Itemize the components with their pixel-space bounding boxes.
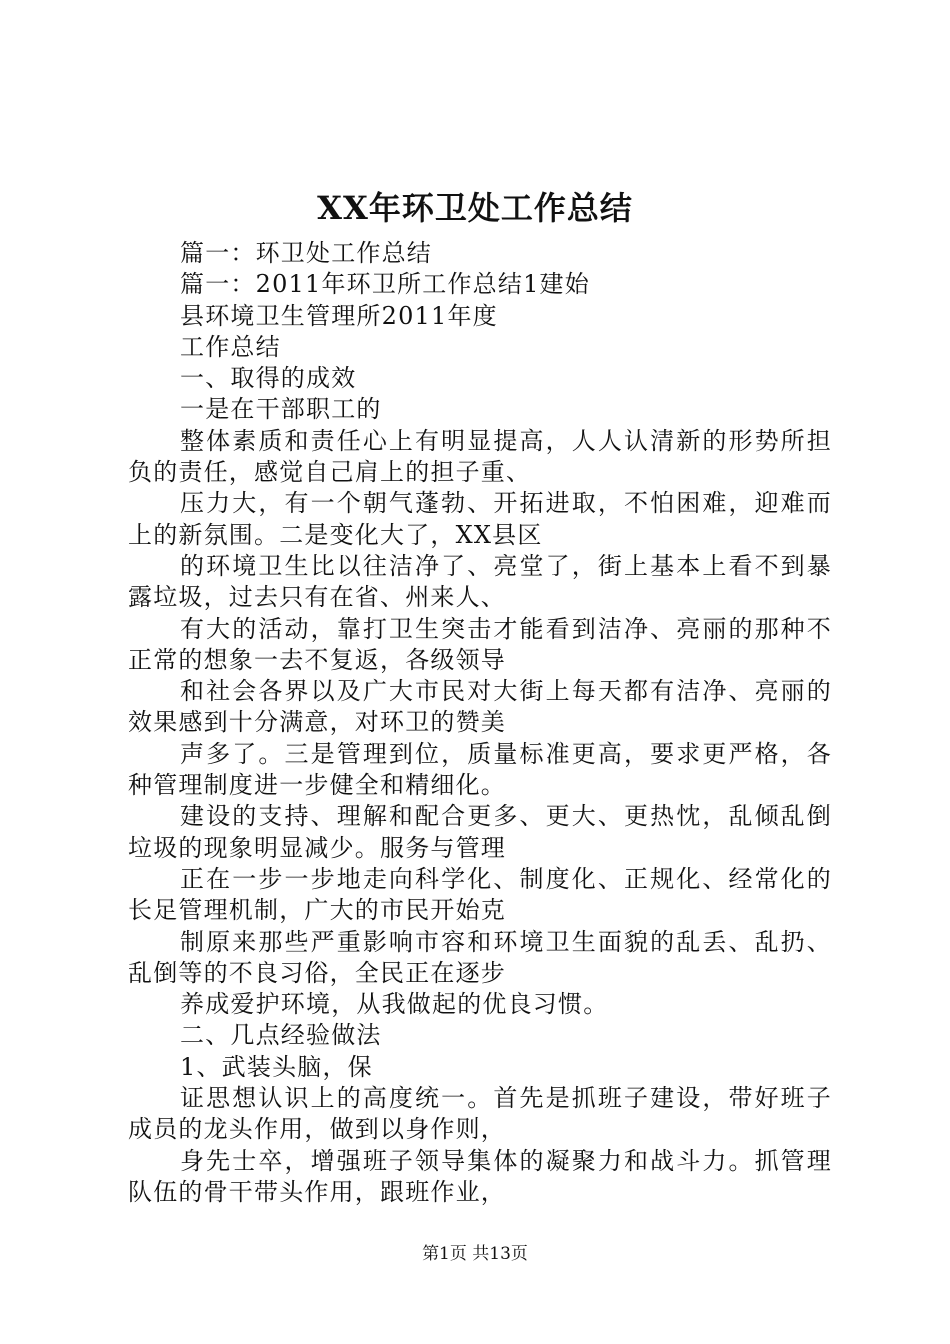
paragraph: 和社会各界以及广大市民对大街上每天都有洁净、亮丽的效果感到十分满意，对环卫的赞美 [128, 677, 832, 737]
paragraph: 县环境卫生管理所2011年度 [180, 301, 498, 330]
paragraph: 二、几点经验做法 [180, 1021, 382, 1050]
paragraph: 证思想认识上的高度统一。首先是抓班子建设，带好班子成员的龙头作用，做到以身作则， [128, 1084, 832, 1144]
document-body [128, 238, 832, 1208]
paragraph: 养成爱护环境，从我做起的优良习惯。 [180, 990, 609, 1019]
document-title: XX年环卫处工作总结 [317, 189, 633, 227]
paragraph: 整体素质和责任心上有明显提高，人人认清新的形势所担负的责任，感觉自己肩上的担子重、 [128, 426, 832, 487]
paragraph: 正在一步一步地走向科学化、制度化、正规化、经常化的长足管理机制，广大的市民开始克 [128, 864, 832, 925]
paragraph: 建设的支持、理解和配合更多、更大、更热忱，乱倾乱倒垃圾的现象明显减少。服务与管理 [128, 802, 832, 862]
paragraph: 的环境卫生比以往洁净了、亮堂了，街上基本上看不到暴露垃圾，过去只有在省、州来人、 [128, 551, 832, 612]
paragraph: 制原来那些严重影响市容和环境卫生面貌的乱丢、乱扔、乱倒等的不良习俗，全民正在逐步 [128, 927, 832, 987]
paragraph: 工作总结 [180, 332, 281, 361]
paragraph: 声多了。三是管理到位，质量标准更高，要求更严格，各种管理制度进一步健全和精细化。 [128, 739, 832, 800]
paragraph: 篇一：2011年环卫所工作总结1建始 [180, 270, 590, 299]
paragraph: 篇一：环卫处工作总结 [180, 239, 432, 267]
paragraph: 一、取得的成效 [180, 364, 357, 393]
paragraph: 一是在干部职工的 [180, 395, 382, 424]
paragraph: 身先士卒，增强班子领导集体的凝聚力和战斗力。抓管理队伍的骨干带头作用，跟班作业， [128, 1146, 832, 1206]
paragraph: 有大的活动，靠打卫生突击才能看到洁净、亮丽的那种不正常的想象一去不复返，各级领导 [128, 614, 832, 674]
paragraph: 1、武装头脑，保 [180, 1052, 373, 1081]
page-footer: 第1页 共13页 [422, 1244, 528, 1264]
paragraph: 压力大，有一个朝气蓬勃、开拓进取，不怕困难，迎难而上的新氛围。二是变化大了，XX县区 [128, 489, 832, 549]
